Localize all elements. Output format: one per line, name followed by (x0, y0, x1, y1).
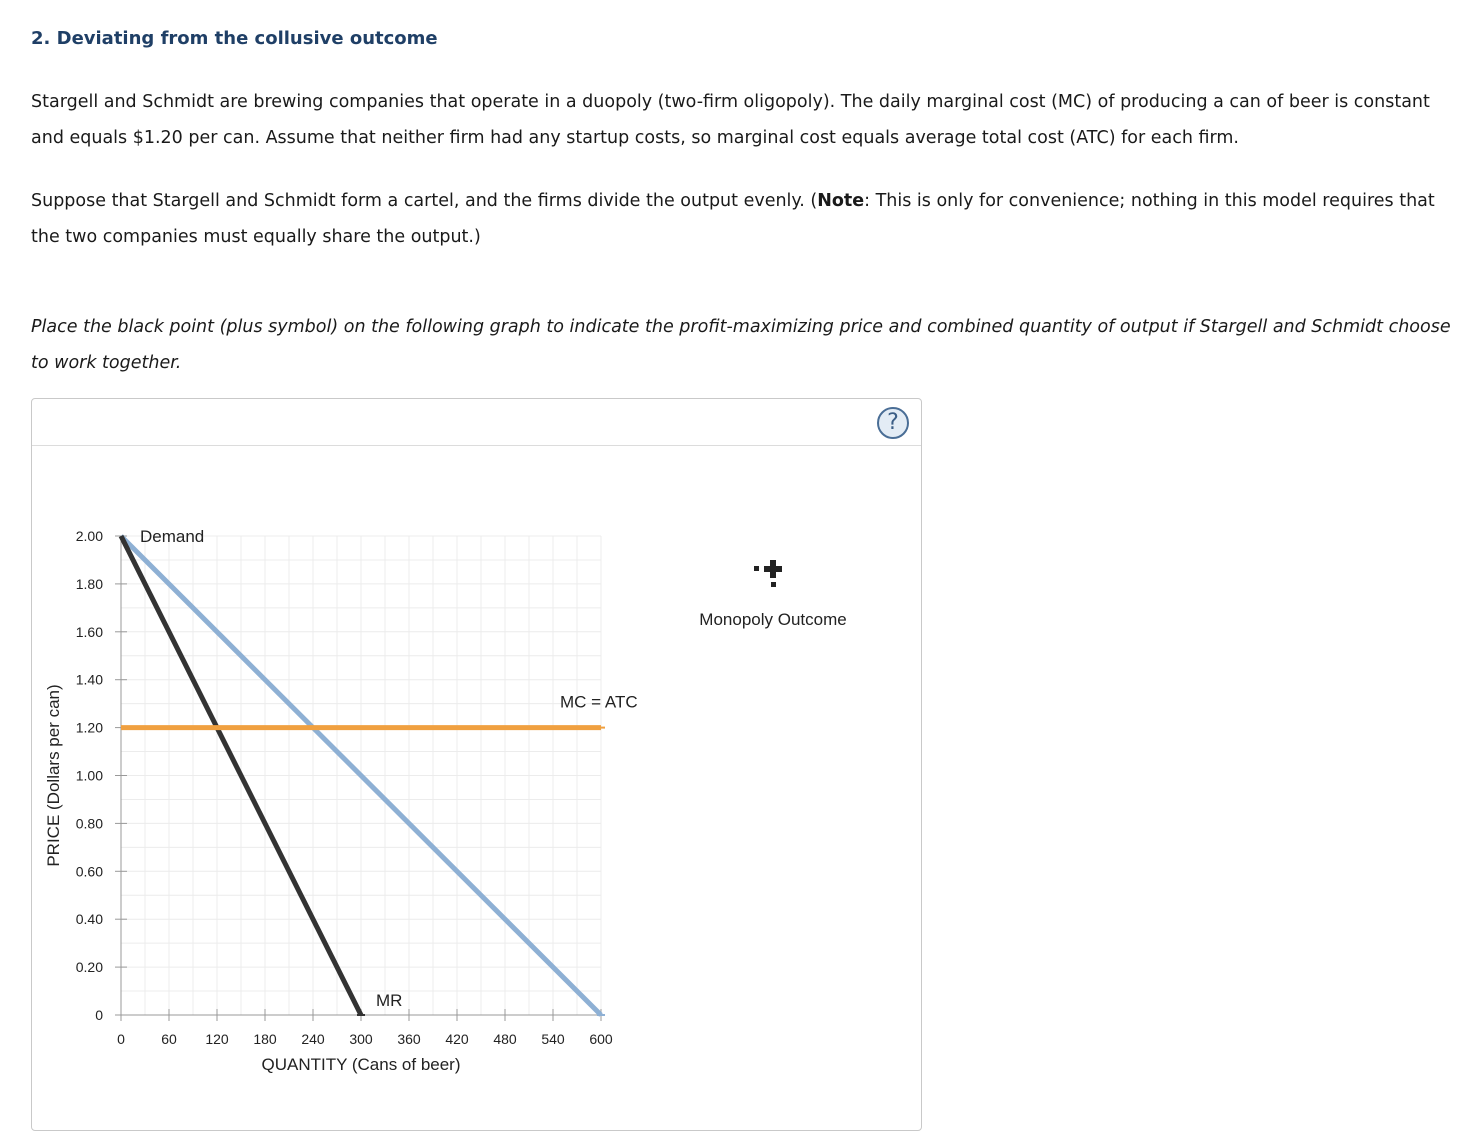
cartel-text-end: : This is only for convenience; nothing in this model requires that the two companies must equally share the output.) (31, 191, 1435, 247)
y-tick-label: 1.80 (75, 575, 103, 592)
mc-atc-label: MC = ATC (560, 692, 638, 712)
y-tick-label: 1.00 (75, 767, 103, 784)
y-tick-label: 0 (95, 1007, 103, 1023)
cartel-paragraph (31, 183, 1451, 255)
graph-panel (31, 398, 922, 1131)
x-tick-label: 480 (493, 1031, 517, 1047)
intro-paragraph: Stargell and Schmidt are brewing companies that operate in a duopoly (two-firm oligopoly). The daily marginal cost (MC) of producing a can of beer is constant and equals $1.20 per can. Assume that neither firm had any startup costs, so marginal cost equals average total cost (ATC) for each firm. (31, 92, 1430, 148)
x-tick-label: 300 (349, 1031, 373, 1047)
x-tick-label: 60 (161, 1031, 177, 1047)
demand-label: Demand (140, 527, 205, 546)
plus-handle-dot (754, 566, 759, 571)
instruction-paragraph: Place the black point (plus symbol) on the following graph to indicate the profit-maximizing price and combined quantity of output if Stargell and Schmidt choose to work together. (31, 317, 1451, 373)
x-tick-label: 0 (117, 1031, 125, 1047)
y-axis-label: PRICE (Dollars per can) (44, 684, 63, 867)
note-label: Note (817, 191, 865, 211)
y-tick-label: 0.20 (75, 959, 103, 976)
y-tick-label: 1.20 (75, 719, 103, 736)
monopoly-outcome-label: Monopoly Outcome (699, 610, 847, 629)
question-title: 2. Deviating from the collusive outcome (31, 28, 438, 49)
y-tick-label: 2.00 (75, 528, 103, 544)
monopoly-outcome-plus-tool[interactable] (754, 560, 782, 587)
help-button[interactable]: ? (877, 407, 909, 439)
y-tick-label: 1.60 (75, 623, 103, 640)
x-tick-label: 240 (301, 1031, 325, 1047)
graph-area[interactable] (32, 399, 921, 1130)
x-tick-label: 420 (445, 1031, 469, 1047)
y-tick-label: 0.40 (75, 911, 103, 928)
x-tick-label: 180 (253, 1031, 277, 1047)
x-tick-label: 120 (205, 1031, 229, 1047)
y-tick-label: 0.60 (75, 863, 103, 880)
axes (115, 536, 601, 1021)
y-tick-label: 1.40 (75, 671, 103, 688)
plus-icon-vertical (770, 560, 776, 578)
plus-handle-dot (771, 582, 776, 587)
y-tick-label: 0.80 (75, 815, 103, 832)
curve-labels (140, 527, 638, 1010)
cartel-text-start: Suppose that Stargell and Schmidt form a cartel, and the firms divide the output evenly. ( (31, 191, 818, 211)
x-tick-label: 540 (541, 1031, 565, 1047)
x-tick-label: 600 (589, 1031, 613, 1047)
mr-label: MR (376, 991, 403, 1010)
x-tick-label: 360 (397, 1031, 421, 1047)
x-axis-label: QUANTITY (Cans of beer) (261, 1055, 461, 1074)
